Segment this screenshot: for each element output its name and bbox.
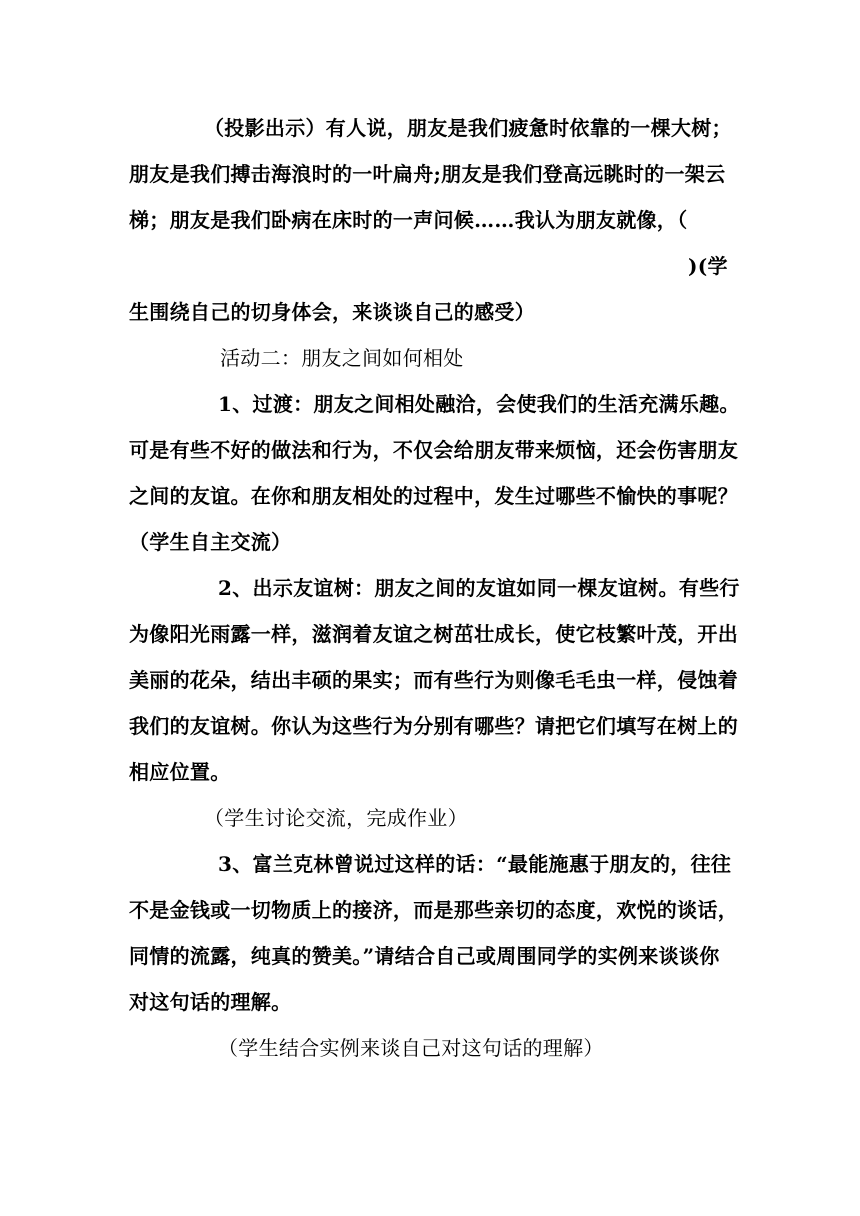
paragraph-2-line-1: 1、过渡：朋友之间相处融洽，会使我们的生活充满乐趣。 — [218, 392, 740, 416]
paragraph-1-line-4: )(学 — [688, 254, 728, 278]
paragraph-3-note: （学生讨论交流，完成作业） — [204, 806, 468, 830]
paragraph-4-line-3: 同情的流露，纯真的赞美。”请结合自己或周围同学的实例来谈谈你 — [129, 944, 720, 968]
paragraph-2-line-2: 可是有些不好的做法和行为，不仅会给朋友带来烦恼，还会伤害朋友 — [129, 438, 738, 462]
paragraph-3-line-5: 相应位置。 — [129, 760, 231, 784]
paragraph-3-line-1: 2、出示友谊树：朋友之间的友谊如同一棵友谊树。有些行 — [218, 576, 740, 600]
activity-2-heading: 活动二：朋友之间如何相处 — [220, 346, 464, 370]
paragraph-3-line-3: 美丽的花朵，结出丰硕的果实；而有些行为则像毛毛虫一样，侵蚀着 — [129, 668, 738, 692]
paragraph-4-note: （学生结合实例来谈自己对这句话的理解） — [218, 1036, 604, 1060]
paragraph-4-line-1: 3、富兰克林曾说过这样的话：“最能施惠于朋友的，往往 — [218, 852, 732, 876]
paragraph-2-line-4: （学生自主交流） — [129, 530, 292, 554]
paragraph-1-line-5: 生围绕自己的切身体会，来谈谈自己的感受） — [129, 300, 535, 324]
paragraph-1-line-2: 朋友是我们搏击海浪时的一叶扁舟;朋友是我们登高远眺时的一架云 — [129, 162, 726, 186]
paragraph-2-line-3: 之间的友谊。在你和朋友相处的过程中，发生过哪些不愉快的事呢？ — [129, 484, 738, 508]
paragraph-4-line-4: 对这句话的理解。 — [129, 990, 292, 1014]
paragraph-3-line-2: 为像阳光雨露一样，滋润着友谊之树茁壮成长，使它枝繁叶茂，开出 — [129, 622, 738, 646]
paragraph-1-line-3: 梯；朋友是我们卧病在床时的一声问候……我认为朋友就像，（ — [129, 208, 688, 232]
paragraph-1-line-1: （投影出示）有人说，朋友是我们疲惫时依靠的一棵大树； — [204, 116, 732, 140]
paragraph-3-line-4: 我们的友谊树。你认为这些行为分别有哪些？请把它们填写在树上的 — [129, 714, 738, 738]
paragraph-4-line-2: 不是金钱或一切物质上的接济，而是那些亲切的态度，欢悦的谈话， — [129, 898, 738, 922]
